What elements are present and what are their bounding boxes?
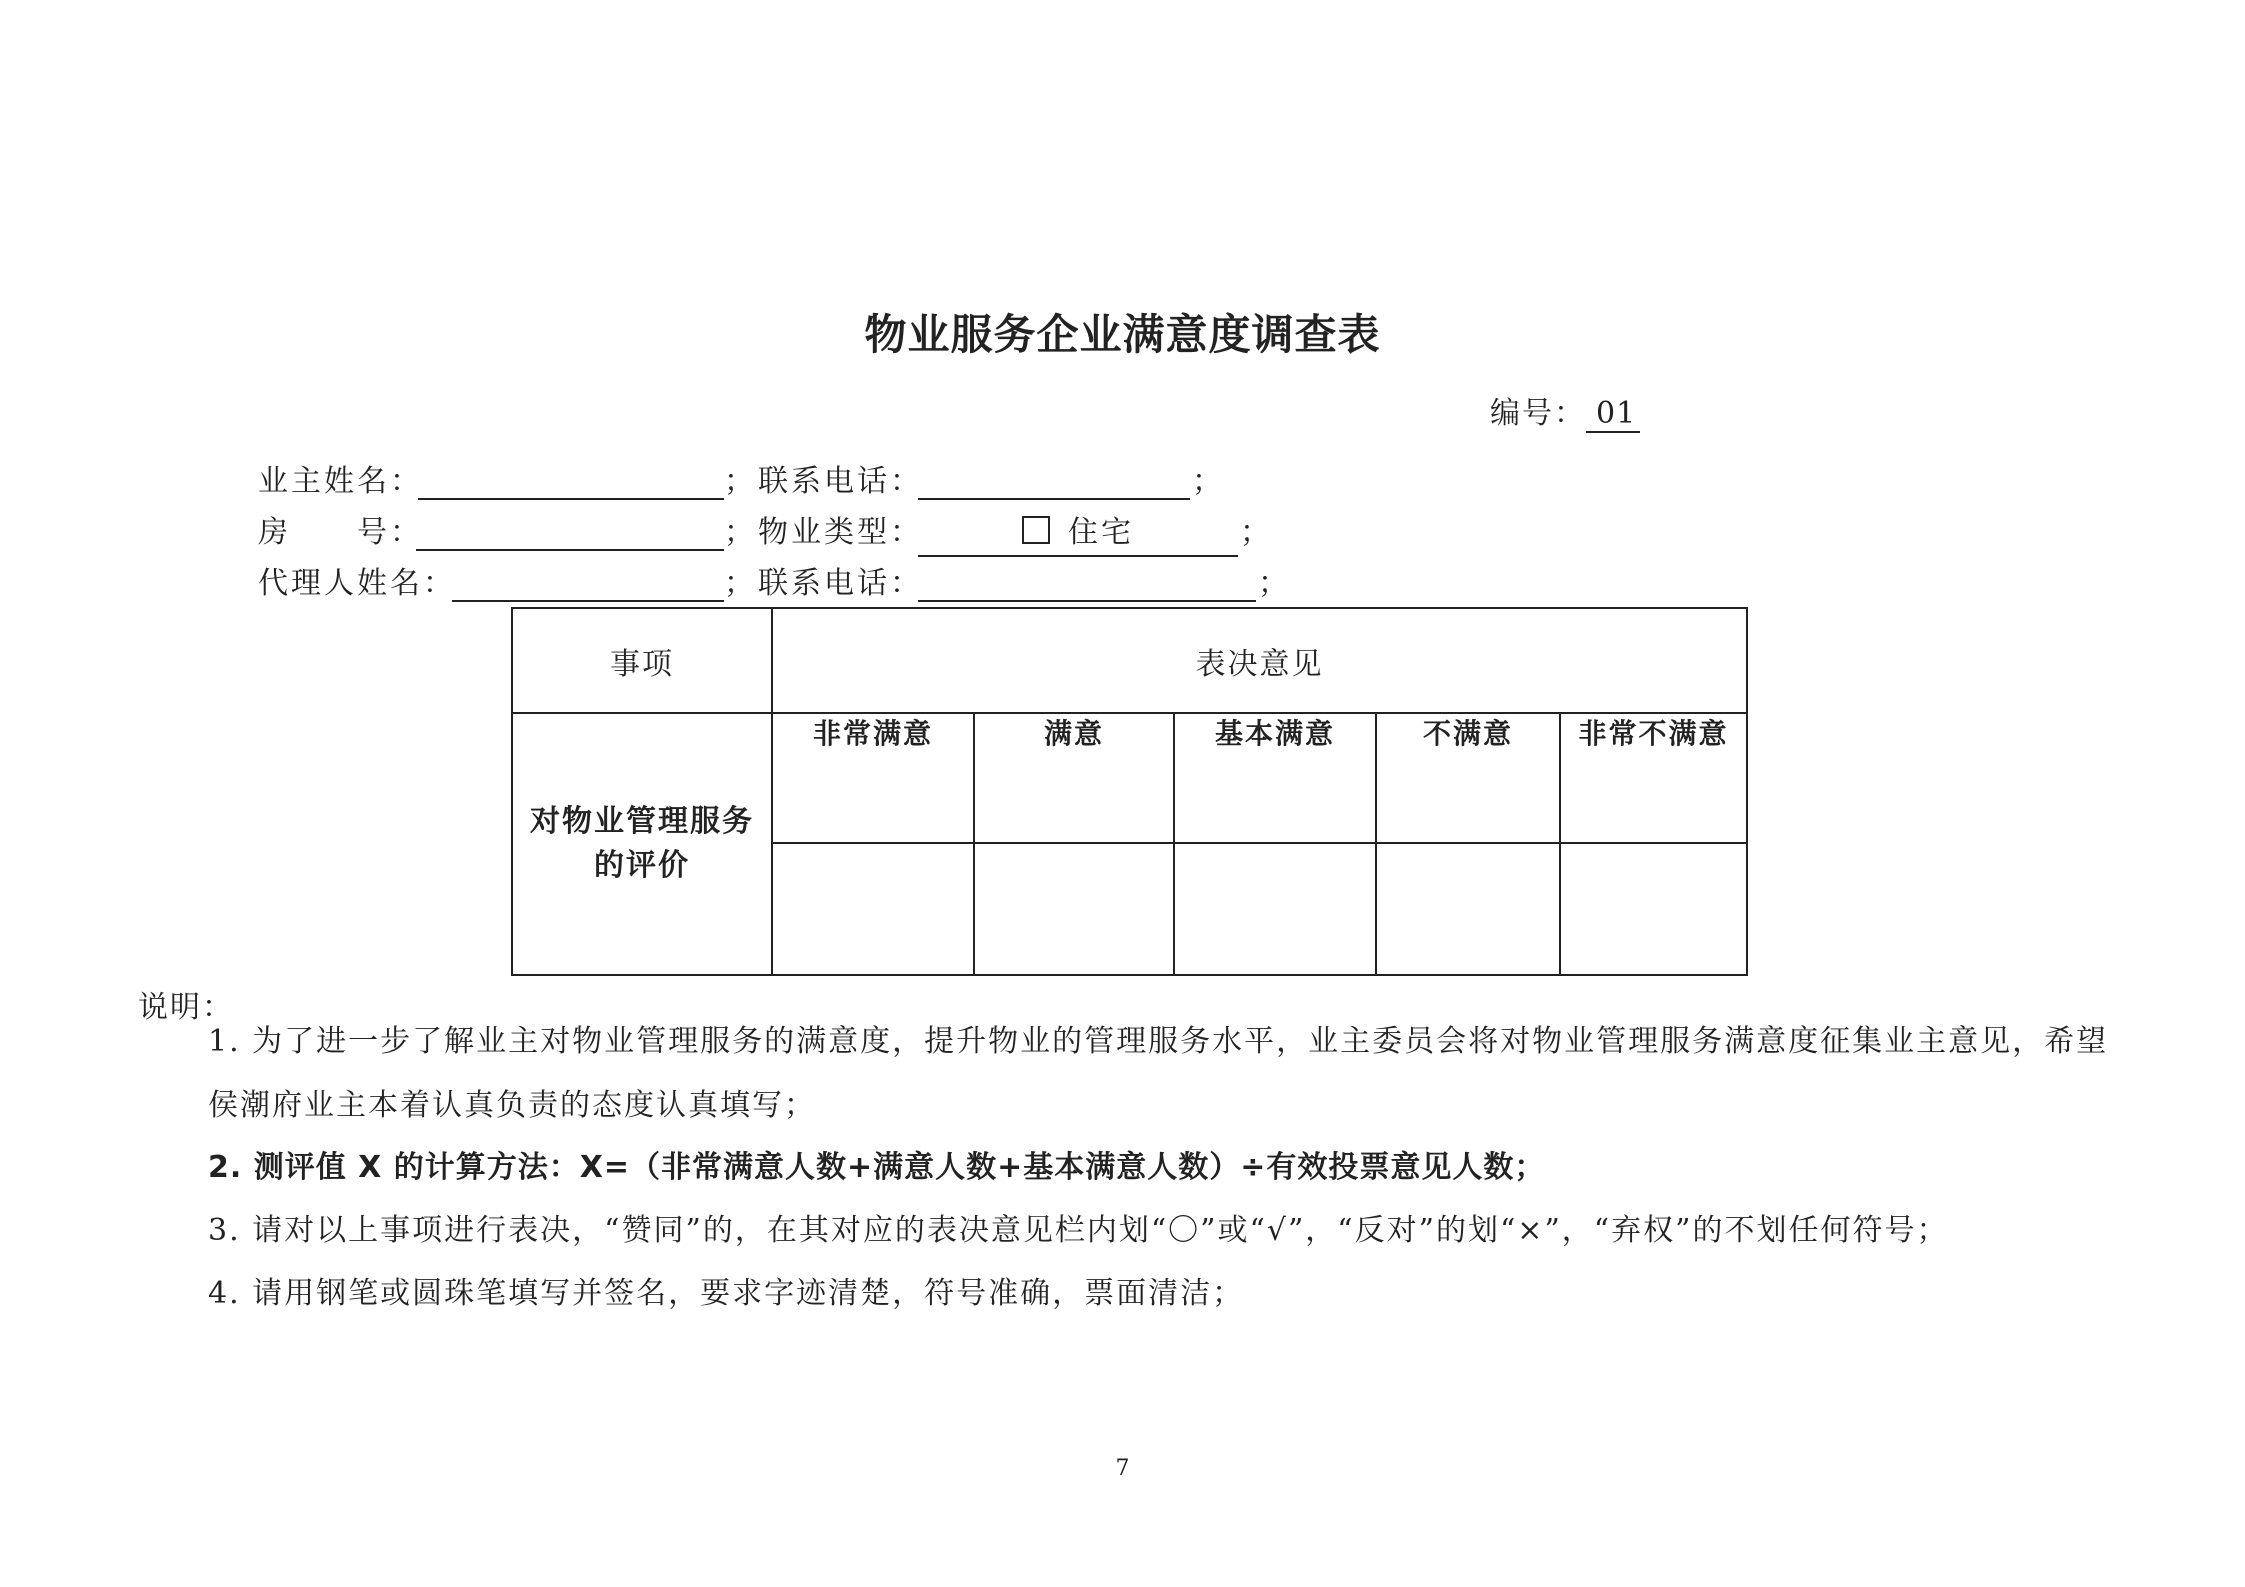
separator: ； [724, 566, 754, 601]
separator: ； [1240, 515, 1270, 550]
agent-name-label: 代理人姓名： [258, 566, 456, 601]
header-opinion: 表决意见 [772, 608, 1747, 713]
room-label: 房 号： [258, 515, 423, 550]
page-number: 7 [1115, 1456, 1130, 1481]
serial-label: 编号： [1490, 396, 1586, 431]
header-item: 事项 [512, 608, 772, 713]
note-item: 1. 为了进一步了解业主对物业管理服务的满意度，提升物业的管理服务水平，业主委员会将对物业管理服务满意度征集业主意见，希望侯潮府业主本着认真负责的态度认真填写； [208, 1024, 2109, 1123]
owner-phone-label: 联系电话： [758, 464, 923, 499]
property-type-value: 住宅 [1068, 515, 1134, 550]
room-field[interactable] [416, 549, 724, 551]
property-type-label: 物业类型： [758, 515, 923, 550]
survey-table [511, 607, 1748, 976]
separator: ； [1192, 464, 1222, 499]
vote-cell-basically-satisfied[interactable] [1174, 843, 1376, 975]
agent-phone-label: 联系电话： [758, 566, 923, 601]
note-item: 4. 请用钢笔或圆珠笔填写并签名，要求字迹清楚，符号准确，票面清洁； [208, 1276, 1245, 1311]
document-title: 物业服务企业满意度调查表 [864, 310, 1381, 359]
option-very-dissatisfied: 非常不满意 [1560, 713, 1747, 843]
vote-cell-very-dissatisfied[interactable] [1560, 843, 1747, 975]
owner-name-field[interactable] [418, 498, 724, 500]
separator: ； [1258, 566, 1288, 601]
vote-cell-very-satisfied[interactable] [772, 843, 974, 975]
agent-phone-field[interactable] [918, 600, 1256, 602]
owner-name-label: 业主姓名： [258, 464, 423, 499]
checkbox-icon[interactable] [1022, 516, 1050, 544]
property-type-field [918, 511, 1238, 557]
item-label: 对物业管理服务的评价 [512, 713, 772, 975]
serial-number [1490, 388, 1640, 433]
separator: ； [724, 515, 754, 550]
option-very-satisfied: 非常满意 [772, 713, 974, 843]
option-satisfied: 满意 [974, 713, 1174, 843]
option-basically-satisfied: 基本满意 [1174, 713, 1376, 843]
vote-cell-dissatisfied[interactable] [1376, 843, 1560, 975]
options-row [512, 713, 1747, 843]
vote-cell-satisfied[interactable] [974, 843, 1174, 975]
separator: ； [724, 464, 754, 499]
owner-phone-field[interactable] [918, 498, 1190, 500]
note-item: 3. 请对以上事项进行表决，“赞同”的，在其对应的表决意见栏内划“〇”或“√”，“反对”的划“×”，“弃权”的不划任何符号； [208, 1213, 1949, 1248]
option-dissatisfied: 不满意 [1376, 713, 1560, 843]
note-item: 2. 测评值 X 的计算方法：X=（非常满意人数+满意人数+基本满意人数）÷有效投票意见人数； [208, 1150, 1546, 1185]
serial-value[interactable]: 01 [1586, 396, 1640, 433]
notes-title: 说明： [138, 990, 234, 1025]
table-header-row [512, 608, 1747, 713]
agent-name-field[interactable] [452, 600, 724, 602]
